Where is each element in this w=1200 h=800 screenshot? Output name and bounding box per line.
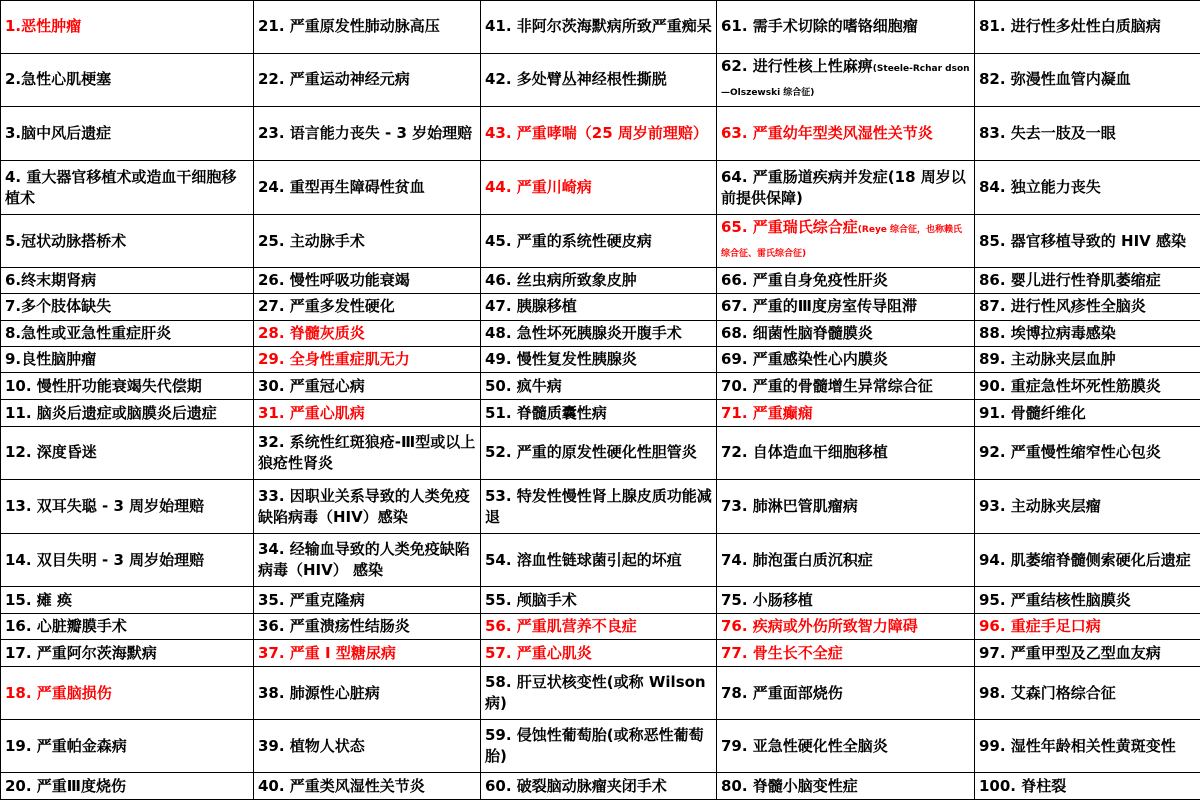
disease-cell: [481, 160, 717, 215]
disease-cell: [1, 587, 254, 613]
disease-cell: [717, 640, 975, 667]
disease-name: 5.冠状动脉搭桥术: [5, 231, 127, 250]
disease-cell: [975, 320, 1200, 346]
disease-cell: [975, 587, 1200, 613]
disease-note: (Reye 综合征，也称赖氏综合征、雷氏综合征): [721, 225, 963, 260]
disease-name: 45. 严重的系统性硬皮病: [485, 231, 652, 250]
disease-cell: [254, 667, 481, 720]
disease-name: 95. 严重结核性脑膜炎: [979, 590, 1131, 609]
disease-cell: [975, 667, 1200, 720]
disease-name: 53. 特发性慢性肾上腺皮质功能减退: [485, 486, 712, 526]
disease-name: 57. 严重心肌炎: [485, 643, 592, 662]
disease-list-body: [1, 1, 1200, 800]
disease-cell: [481, 667, 717, 720]
disease-name: 62. 进行性核上性麻痹: [721, 56, 873, 75]
disease-name: 88. 埃博拉病毒感染: [979, 323, 1116, 342]
disease-cell: [975, 426, 1200, 480]
disease-cell: [717, 719, 975, 773]
disease-name: 78. 严重面部烧伤: [721, 683, 843, 702]
disease-name: 74. 肺泡蛋白质沉积症: [721, 550, 873, 569]
disease-cell: [975, 719, 1200, 773]
disease-name: 93. 主动脉夹层瘤: [979, 497, 1101, 516]
disease-cell: [1, 215, 254, 268]
disease-cell: [1, 1, 254, 54]
disease-cell: [481, 426, 717, 480]
disease-cell: [481, 640, 717, 667]
disease-name: 52. 严重的原发性硬化性胆管炎: [485, 443, 697, 462]
disease-cell: [717, 773, 975, 800]
disease-cell: [1, 373, 254, 400]
disease-cell: [254, 346, 481, 372]
disease-cell: [254, 215, 481, 268]
disease-name: 48. 急性坏死胰腺炎开腹手术: [485, 323, 682, 342]
disease-cell: [975, 613, 1200, 639]
disease-name: 61. 需手术切除的嗜铬细胞瘤: [721, 17, 918, 36]
disease-name: 55. 颅脑手术: [485, 590, 577, 609]
table-row: [1, 773, 1200, 800]
table-row: [1, 160, 1200, 215]
disease-name: 44. 严重川崎病: [485, 178, 592, 197]
disease-cell: [254, 107, 481, 161]
disease-name: 83. 失去一肢及一眼: [979, 123, 1116, 142]
disease-name: 40. 严重类风湿性关节炎: [258, 776, 425, 795]
disease-name: 100. 脊柱裂: [979, 776, 1067, 795]
disease-cell: [975, 640, 1200, 667]
disease-name: 50. 疯牛病: [485, 376, 562, 395]
disease-cell: [481, 294, 717, 320]
disease-cell: [254, 719, 481, 773]
disease-cell: [717, 294, 975, 320]
disease-name: 54. 溶血性链球菌引起的坏疽: [485, 550, 682, 569]
disease-cell: [975, 480, 1200, 534]
disease-cell: [975, 533, 1200, 587]
disease-cell: [1, 480, 254, 534]
disease-cell: [975, 294, 1200, 320]
disease-name: 90. 重症急性坏死性筋膜炎: [979, 376, 1161, 395]
disease-name: 2.急性心肌梗塞: [5, 70, 112, 89]
disease-cell: [1, 667, 254, 720]
disease-name: 43. 严重哮喘（25 周岁前理赔）: [485, 123, 708, 142]
disease-cell: [254, 480, 481, 534]
disease-name: 31. 严重心肌病: [258, 403, 365, 422]
disease-cell: [481, 773, 717, 800]
disease-name: 51. 脊髓质囊性病: [485, 403, 607, 422]
disease-name: 80. 脊髓小脑变性症: [721, 776, 858, 795]
disease-cell: [1, 613, 254, 639]
disease-name: 34. 经输血导致的人类免疫缺陷病毒（HIV） 感染: [258, 540, 470, 580]
disease-name: 23. 语言能力丧失 - 3 岁始理赔: [258, 123, 473, 142]
disease-name: 92. 严重慢性缩窄性心包炎: [979, 443, 1161, 462]
disease-cell: [975, 53, 1200, 107]
disease-name: 42. 多处臂丛神经根性撕脱: [485, 70, 667, 89]
disease-cell: [481, 400, 717, 426]
disease-cell: [1, 346, 254, 372]
table-row: [1, 215, 1200, 268]
disease-cell: [254, 320, 481, 346]
disease-cell: [717, 267, 975, 293]
disease-name: 17. 严重阿尔茨海默病: [5, 643, 157, 662]
disease-cell: [481, 53, 717, 107]
disease-cell: [481, 346, 717, 372]
disease-name: 35. 严重克隆病: [258, 590, 365, 609]
disease-name: 56. 严重肌营养不良症: [485, 616, 637, 635]
disease-cell: [975, 1, 1200, 54]
disease-name: 11. 脑炎后遗症或脑膜炎后遗症: [5, 403, 217, 422]
disease-name: 29. 全身性重症肌无力: [258, 349, 410, 368]
disease-name: 30. 严重冠心病: [258, 376, 365, 395]
disease-note: (Steele-Rchar dson—Olszewski 综合征): [721, 63, 970, 98]
disease-cell: [717, 160, 975, 215]
disease-cell: [481, 533, 717, 587]
disease-name: 36. 严重溃疡性结肠炎: [258, 616, 410, 635]
disease-cell: [481, 215, 717, 268]
disease-name: 76. 疾病或外伤所致智力障碍: [721, 616, 918, 635]
disease-cell: [1, 719, 254, 773]
disease-name: 16. 心脏瓣膜手术: [5, 616, 127, 635]
table-row: [1, 719, 1200, 773]
disease-name: 32. 系统性红斑狼疮-Ⅲ型或以上狼疮性肾炎: [258, 432, 476, 472]
disease-cell: [717, 400, 975, 426]
disease-cell: [717, 1, 975, 54]
disease-cell: [717, 426, 975, 480]
table-row: [1, 400, 1200, 426]
disease-cell: [481, 320, 717, 346]
disease-name: 73. 肺淋巴管肌瘤病: [721, 497, 858, 516]
disease-name: 66. 严重自身免疫性肝炎: [721, 271, 888, 290]
disease-cell: [1, 773, 254, 800]
table-row: [1, 107, 1200, 161]
disease-cell: [254, 373, 481, 400]
disease-name: 63. 严重幼年型类风湿性关节炎: [721, 123, 933, 142]
disease-cell: [254, 400, 481, 426]
disease-cell: [717, 215, 975, 268]
disease-name: 98. 艾森门格综合征: [979, 683, 1116, 702]
disease-cell: [481, 587, 717, 613]
disease-cell: [717, 667, 975, 720]
disease-name: 7.多个肢体缺失: [5, 297, 112, 316]
disease-name: 25. 主动脉手术: [258, 231, 365, 250]
disease-name: 68. 细菌性脑脊髓膜炎: [721, 323, 873, 342]
disease-name: 22. 严重运动神经元病: [258, 70, 410, 89]
disease-cell: [1, 160, 254, 215]
disease-cell: [717, 107, 975, 161]
disease-name: 72. 自体造血干细胞移植: [721, 443, 888, 462]
disease-cell: [481, 373, 717, 400]
disease-name: 21. 严重原发性肺动脉高压: [258, 17, 440, 36]
disease-name: 85. 器官移植导致的 HIV 感染: [979, 231, 1186, 250]
disease-cell: [481, 1, 717, 54]
disease-name: 6.终末期肾病: [5, 271, 97, 290]
disease-cell: [717, 613, 975, 639]
disease-name: 99. 湿性年龄相关性黄斑变性: [979, 736, 1176, 755]
disease-name: 15. 瘫 痪: [5, 590, 73, 609]
disease-name: 69. 严重感染性心内膜炎: [721, 349, 888, 368]
disease-name: 12. 深度昏迷: [5, 443, 97, 462]
disease-cell: [1, 320, 254, 346]
disease-cell: [254, 53, 481, 107]
disease-cell: [1, 107, 254, 161]
disease-cell: [254, 533, 481, 587]
table-row: [1, 426, 1200, 480]
disease-name: 89. 主动脉夹层血肿: [979, 349, 1116, 368]
disease-name: 77. 骨生长不全症: [721, 643, 843, 662]
disease-cell: [1, 294, 254, 320]
disease-name: 14. 双目失明 - 3 周岁始理赔: [5, 550, 205, 569]
disease-name: 58. 肝豆状核变性(或称 Wilson 病): [485, 673, 706, 713]
disease-name: 10. 慢性肝功能衰竭失代偿期: [5, 376, 202, 395]
table-row: [1, 320, 1200, 346]
disease-name: 27. 严重多发性硬化: [258, 297, 395, 316]
disease-cell: [717, 53, 975, 107]
disease-cell: [1, 640, 254, 667]
disease-cell: [254, 773, 481, 800]
disease-cell: [481, 107, 717, 161]
disease-cell: [717, 346, 975, 372]
disease-name: 39. 植物人状态: [258, 736, 365, 755]
disease-name: 38. 肺源性心脏病: [258, 683, 380, 702]
disease-cell: [717, 373, 975, 400]
disease-cell: [254, 613, 481, 639]
table-row: [1, 613, 1200, 639]
disease-cell: [717, 533, 975, 587]
table-row: [1, 480, 1200, 534]
disease-cell: [1, 400, 254, 426]
disease-cell: [717, 320, 975, 346]
disease-name: 94. 肌萎缩脊髓侧索硬化后遗症: [979, 550, 1191, 569]
disease-name: 8.急性或亚急性重症肝炎: [5, 323, 172, 342]
table-row: [1, 294, 1200, 320]
disease-name: 60. 破裂脑动脉瘤夹闭手术: [485, 776, 667, 795]
disease-name: 37. 严重 I 型糖尿病: [258, 643, 396, 662]
disease-cell: [481, 267, 717, 293]
table-row: [1, 346, 1200, 372]
disease-cell: [254, 640, 481, 667]
disease-cell: [254, 294, 481, 320]
disease-cell: [254, 160, 481, 215]
disease-cell: [254, 1, 481, 54]
disease-name: 9.良性脑肿瘤: [5, 349, 97, 368]
disease-name: 96. 重症手足口病: [979, 616, 1101, 635]
disease-cell: [1, 53, 254, 107]
disease-cell: [975, 773, 1200, 800]
table-row: [1, 587, 1200, 613]
disease-cell: [254, 587, 481, 613]
disease-name: 46. 丝虫病所致象皮肿: [485, 271, 637, 290]
disease-name: 87. 进行性风疹性全脑炎: [979, 297, 1146, 316]
disease-name: 28. 脊髓灰质炎: [258, 323, 365, 342]
disease-cell: [254, 426, 481, 480]
disease-cell: [975, 373, 1200, 400]
table-row: [1, 640, 1200, 667]
table-row: [1, 667, 1200, 720]
disease-cell: [1, 267, 254, 293]
disease-cell: [481, 480, 717, 534]
disease-name: 84. 独立能力丧失: [979, 178, 1101, 197]
disease-name: 70. 严重的骨髓增生异常综合征: [721, 376, 933, 395]
disease-name: 64. 严重肠道疾病并发症(18 周岁以前提供保障): [721, 167, 966, 207]
disease-name: 24. 重型再生障碍性贫血: [258, 178, 425, 197]
disease-name: 47. 胰腺移植: [485, 297, 577, 316]
disease-cell: [481, 613, 717, 639]
disease-name: 19. 严重帕金森病: [5, 736, 127, 755]
disease-name: 18. 严重脑损伤: [5, 683, 112, 702]
disease-name: 81. 进行性多灶性白质脑病: [979, 17, 1161, 36]
disease-name: 49. 慢性复发性胰腺炎: [485, 349, 637, 368]
disease-cell: [975, 267, 1200, 293]
disease-cell: [975, 160, 1200, 215]
disease-name: 82. 弥漫性血管内凝血: [979, 70, 1131, 89]
disease-name: 79. 亚急性硬化性全脑炎: [721, 736, 888, 755]
disease-cell: [254, 267, 481, 293]
disease-name: 91. 骨髓纤维化: [979, 403, 1086, 422]
disease-name: 1.恶性肿瘤: [5, 17, 82, 36]
disease-cell: [481, 719, 717, 773]
disease-name: 41. 非阿尔茨海默病所致严重痴呆: [485, 17, 712, 36]
table-row: [1, 373, 1200, 400]
disease-name: 65. 严重瑞氏综合症: [721, 218, 858, 237]
disease-cell: [1, 426, 254, 480]
disease-name: 33. 因职业关系导致的人类免疫缺陷病毒（HIV）感染: [258, 486, 470, 526]
table-row: [1, 533, 1200, 587]
disease-name: 67. 严重的Ⅲ度房室传导阻滞: [721, 297, 917, 316]
disease-cell: [975, 107, 1200, 161]
disease-name: 3.脑中风后遗症: [5, 123, 112, 142]
disease-name: 75. 小肠移植: [721, 590, 813, 609]
disease-name: 13. 双耳失聪 - 3 周岁始理赔: [5, 497, 205, 516]
disease-cell: [717, 480, 975, 534]
disease-cell: [975, 346, 1200, 372]
table-row: [1, 267, 1200, 293]
table-row: [1, 1, 1200, 54]
disease-name: 71. 严重癫痫: [721, 403, 813, 422]
disease-cell: [717, 587, 975, 613]
disease-name: 20. 严重Ⅲ度烧伤: [5, 776, 126, 795]
disease-cell: [975, 215, 1200, 268]
disease-name: 59. 侵蚀性葡萄胎(或称恶性葡萄胎): [485, 726, 704, 766]
disease-name: 97. 严重甲型及乙型血友病: [979, 643, 1161, 662]
table-row: [1, 53, 1200, 107]
disease-cell: [975, 400, 1200, 426]
disease-name: 4. 重大器官移植术或造血干细胞移植术: [5, 167, 237, 207]
disease-name: 86. 婴儿进行性脊肌萎缩症: [979, 271, 1161, 290]
disease-name: 26. 慢性呼吸功能衰竭: [258, 271, 410, 290]
disease-cell: [1, 533, 254, 587]
